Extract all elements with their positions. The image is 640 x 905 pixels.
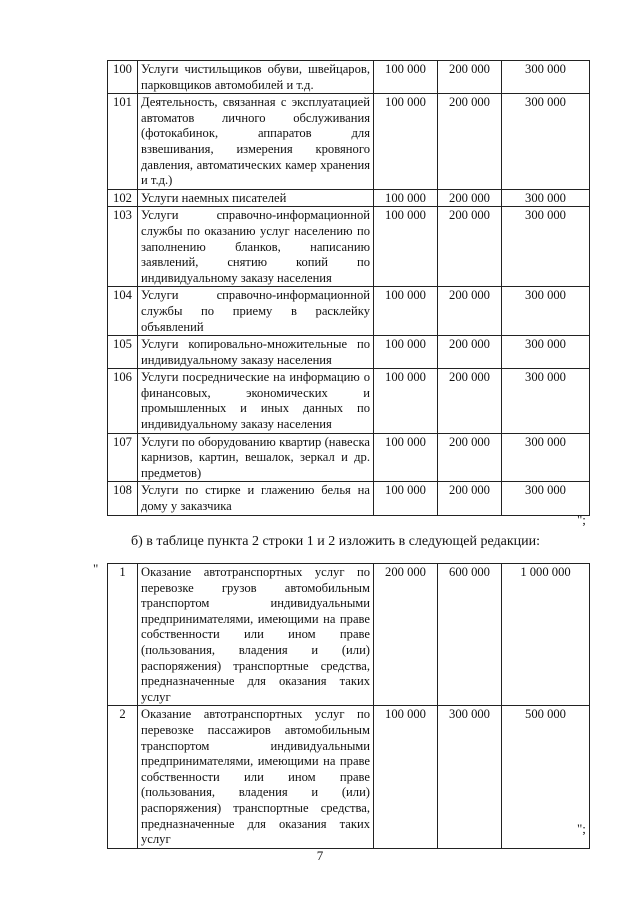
paragraph-b: б) в таблице пункта 2 строки 1 и 2 изложить в следующей редакции:	[131, 534, 541, 549]
service-name: Услуги по оборудованию квартир (навеска карнизов, картин, вешалок, зеркал и др. предметов)	[138, 433, 374, 482]
service-name: Услуги копировально-множительные по индивидуальному заказу населения	[138, 336, 374, 369]
amount-col-3: 300 000	[502, 94, 590, 190]
service-name: Оказание автотранспортных услуг по перевозке грузов автомобильным транспортом индивидуальными предпринимателями, имеющими на праве собственности или ином праве (пользования, владения и (или) распоряжения) транспортные средства, предназначенные для оказания таких услуг	[138, 564, 374, 706]
table-row	[108, 433, 590, 482]
amount-col-2: 600 000	[438, 564, 502, 706]
amount-col-3: 300 000	[502, 433, 590, 482]
table-row	[108, 482, 590, 515]
service-name: Услуги чистильщиков обуви, швейцаров, парковщиков автомобилей и т.д.	[138, 61, 374, 94]
opening-quote-mark: "	[93, 561, 99, 576]
service-name: Услуги посреднические на информацию о финансовых, экономических и промышленных и иных данных по индивидуальному заказу населения	[138, 369, 374, 433]
service-name: Деятельность, связанная с эксплуатацией автоматов личного обслуживания (фотокабинок, аппаратов для взвешивания, измерения кровяного давления, автоматических камер хранения и т.д.)	[138, 94, 374, 190]
amount-col-1: 100 000	[374, 336, 438, 369]
table-row	[108, 706, 590, 848]
amount-col-2: 200 000	[438, 61, 502, 94]
table-row	[108, 61, 590, 94]
service-name: Услуги по стирке и глажению белья на дому у заказчика	[138, 482, 374, 515]
amount-col-3: 300 000	[502, 369, 590, 433]
amount-col-3: 300 000	[502, 336, 590, 369]
amount-col-3: 300 000	[502, 207, 590, 287]
amount-col-2: 200 000	[438, 369, 502, 433]
row-number: 102	[108, 189, 138, 207]
table-row	[108, 94, 590, 190]
amount-col-2: 200 000	[438, 482, 502, 515]
amount-col-3: 300 000	[502, 482, 590, 515]
amount-col-2: 200 000	[438, 287, 502, 336]
table-row	[108, 207, 590, 287]
amount-col-3: 1 000 000	[502, 564, 590, 706]
closing-quote-mark: ";	[577, 512, 586, 527]
amount-col-2: 200 000	[438, 433, 502, 482]
closing-quote-mark: ";	[577, 821, 586, 836]
row-number: 1	[108, 564, 138, 706]
page-number: 7	[316, 848, 324, 863]
row-number: 101	[108, 94, 138, 190]
row-number: 103	[108, 207, 138, 287]
service-name: Услуги справочно-информационной службы по оказанию услуг населению по заполнению бланков, написанию заявлений, снятию копий по индивидуальному заказу населения	[138, 207, 374, 287]
row-number: 100	[108, 61, 138, 94]
amount-col-2: 200 000	[438, 189, 502, 207]
amount-col-1: 100 000	[374, 287, 438, 336]
amount-col-3: 300 000	[502, 287, 590, 336]
amount-col-1: 100 000	[374, 433, 438, 482]
amount-col-1: 100 000	[374, 189, 438, 207]
amount-col-3: 300 000	[502, 61, 590, 94]
amount-col-2: 200 000	[438, 207, 502, 287]
table-row	[108, 189, 590, 207]
row-number: 105	[108, 336, 138, 369]
table-row	[108, 564, 590, 706]
amount-col-1: 100 000	[374, 94, 438, 190]
amount-col-1: 100 000	[374, 207, 438, 287]
table-row	[108, 369, 590, 433]
amount-col-3: 500 000	[502, 706, 590, 848]
amount-col-3: 300 000	[502, 189, 590, 207]
table-row	[108, 287, 590, 336]
service-name: Услуги справочно-информационной службы по приему в расклейку объявлений	[138, 287, 374, 336]
amount-col-1: 100 000	[374, 61, 438, 94]
amount-col-1: 200 000	[374, 564, 438, 706]
service-name: Оказание автотранспортных услуг по перевозке пассажиров автомобильным транспортом индивидуальными предпринимателями, имеющими на праве собственности или ином праве (пользования, владения и (или) распоряжения) транспортные средства, предназначенные для оказания таких услуг	[138, 706, 374, 848]
amount-col-1: 100 000	[374, 706, 438, 848]
amount-col-2: 200 000	[438, 94, 502, 190]
row-number: 108	[108, 482, 138, 515]
row-number: 107	[108, 433, 138, 482]
service-name: Услуги наемных писателей	[138, 189, 374, 207]
services-table-2	[107, 563, 590, 849]
row-number: 106	[108, 369, 138, 433]
amount-col-2: 200 000	[438, 336, 502, 369]
row-number: 2	[108, 706, 138, 848]
table-row	[108, 336, 590, 369]
row-number: 104	[108, 287, 138, 336]
amount-col-2: 300 000	[438, 706, 502, 848]
services-table-1	[107, 60, 590, 516]
amount-col-1: 100 000	[374, 369, 438, 433]
amount-col-1: 100 000	[374, 482, 438, 515]
